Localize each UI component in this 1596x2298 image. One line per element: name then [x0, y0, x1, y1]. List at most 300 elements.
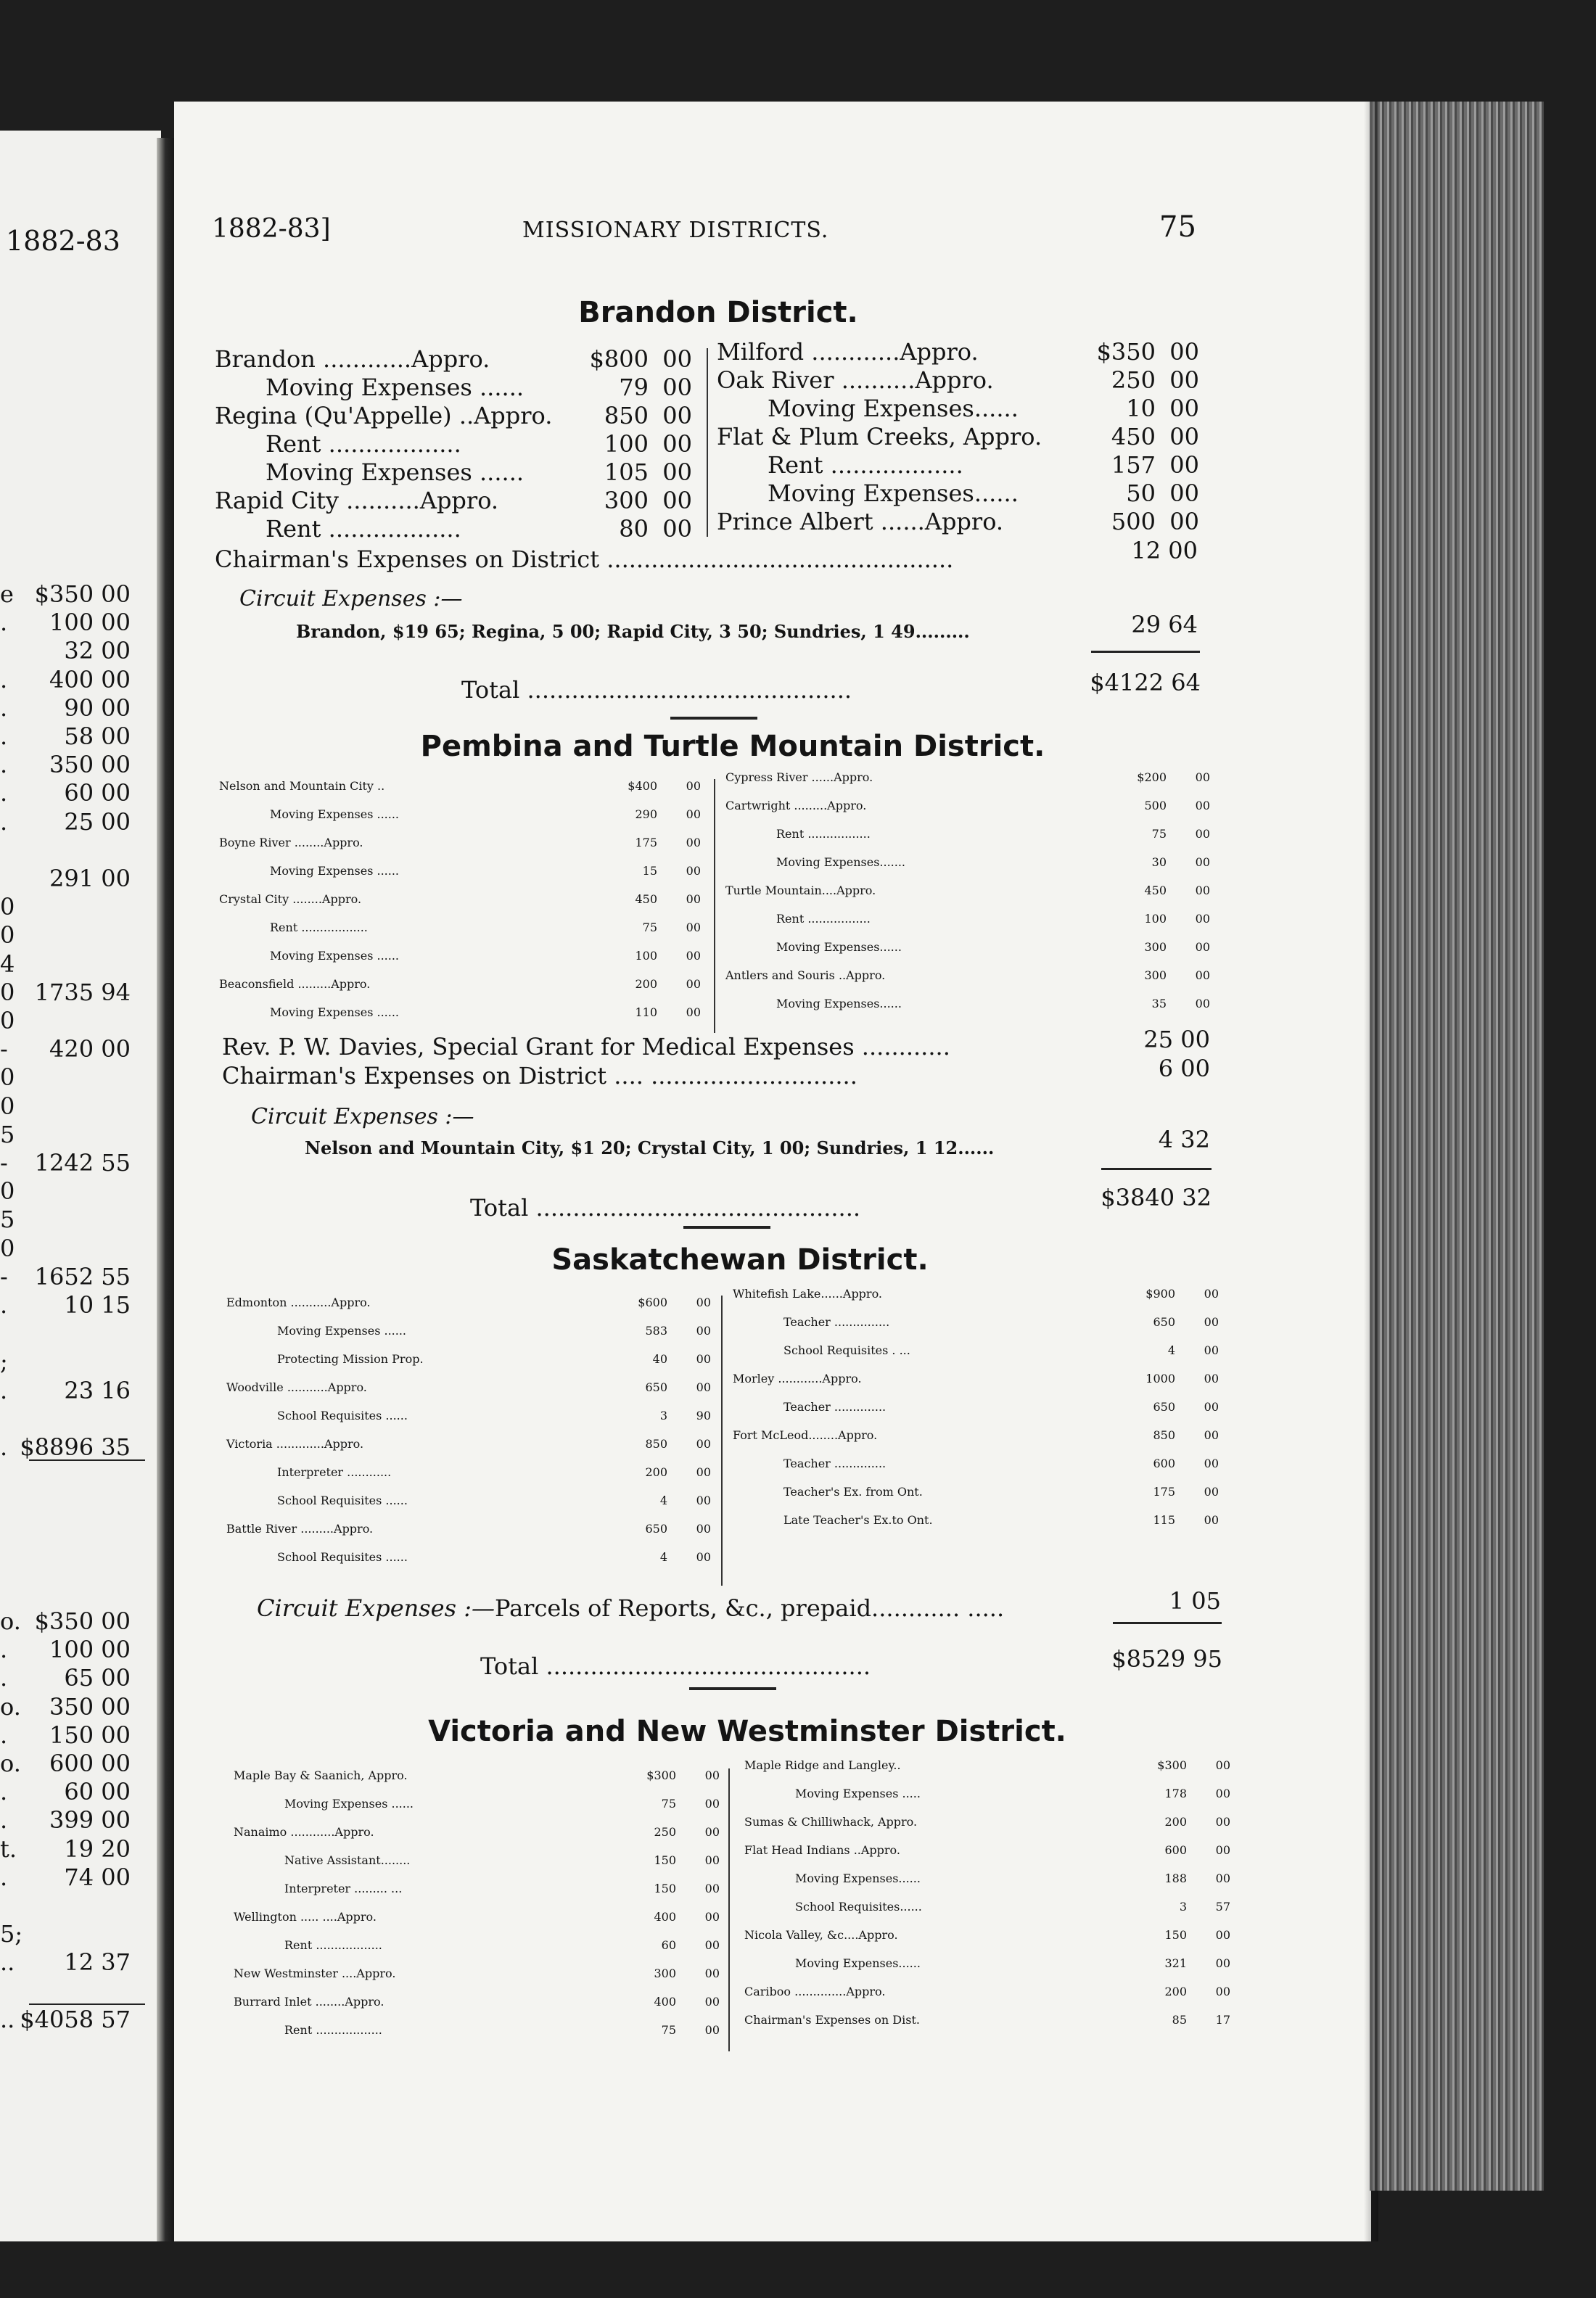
- entry-cents: 00: [686, 949, 701, 963]
- entry-amount: [1152, 997, 1210, 1010]
- left-page-line: [0, 609, 161, 637]
- left-page-amount: 74 00: [64, 1863, 131, 1891]
- entry-dollars: 150: [1164, 1928, 1187, 1942]
- entry-label: Moving Expenses......: [795, 1956, 921, 1970]
- left-page-mark: .: [0, 1863, 8, 1891]
- entry-cents: 00: [704, 1967, 720, 1980]
- left-page-line: [0, 1235, 161, 1263]
- entry-label: Protecting Mission Prop.: [277, 1352, 424, 1366]
- entry-amount: [662, 1797, 720, 1811]
- left-page-amount: 32 00: [64, 637, 131, 665]
- entry-dollars: 3: [1179, 1900, 1187, 1914]
- entry-cents: 00: [662, 515, 692, 543]
- pembina-circuit-detail: Nelson and Mountain City, $1 20; Crystal City, 1 00; Sundries, 1 12......: [305, 1137, 995, 1158]
- entry-dollars: 105: [604, 458, 649, 486]
- entry-row: [234, 1910, 720, 1938]
- entry-row: [215, 345, 692, 374]
- entry-row: [226, 1324, 711, 1352]
- left-page-mark: 5: [0, 1206, 15, 1234]
- entry-row: [733, 1343, 1219, 1372]
- entry-row: [725, 827, 1210, 855]
- running-head-year: 1882-83]: [212, 214, 331, 244]
- entry-row: [744, 1985, 1230, 2013]
- entry-label: Moving Expenses......: [776, 940, 902, 954]
- left-page-mark: .: [0, 1636, 8, 1664]
- entry-cents: 00: [1215, 1787, 1230, 1800]
- left-page-line: [0, 1149, 161, 1177]
- entry-row: [733, 1428, 1219, 1457]
- entry-row: [234, 1797, 720, 1825]
- entry-cents: 00: [686, 864, 701, 878]
- entry-amount: [653, 1352, 711, 1366]
- running-head-title: MISSIONARY DISTRICTS.: [522, 218, 829, 243]
- entry-cents: 00: [1215, 1928, 1230, 1942]
- entry-cents: 00: [696, 1465, 711, 1479]
- entry-cents: 00: [1169, 395, 1199, 422]
- left-page-mark: -: [0, 1035, 8, 1063]
- entry-label: Moving Expenses ......: [284, 1797, 414, 1811]
- entry-amount: [1164, 1871, 1230, 1885]
- left-page-line: [0, 637, 161, 665]
- entry-cents: 00: [1215, 1815, 1230, 1829]
- entry-cents: 00: [1195, 968, 1210, 982]
- entry-dollars: 300: [654, 1967, 676, 1980]
- left-page-line: [0, 751, 161, 779]
- left-page-amount: 399 00: [49, 1806, 131, 1834]
- entry-row: [219, 977, 701, 1005]
- entry-label: Teacher ..............: [783, 1457, 887, 1470]
- entry-cents: 00: [696, 1324, 711, 1338]
- brandon-circuit-label: Circuit Expenses :—: [239, 586, 463, 611]
- entry-row: [725, 997, 1210, 1025]
- column-divider: [721, 1296, 723, 1586]
- left-page-line: [0, 1693, 161, 1721]
- left-page-mark: 0: [0, 1092, 15, 1120]
- left-page-amount: $8896 35: [20, 1433, 131, 1461]
- entry-row: [717, 479, 1199, 508]
- entry-cents: 00: [696, 1296, 711, 1309]
- entry-label: Rent .................: [776, 827, 871, 841]
- entry-cents: 00: [704, 1882, 720, 1895]
- entry-row: [733, 1400, 1219, 1428]
- entry-label: Nelson and Mountain City ..: [219, 779, 385, 793]
- entry-cents: 00: [1169, 366, 1199, 394]
- column-divider: [714, 779, 715, 1033]
- left-page-amount: 600 00: [49, 1750, 131, 1777]
- left-page-line: [0, 1405, 161, 1433]
- left-page-amount: 291 00: [49, 865, 131, 892]
- entry-row: [733, 1287, 1219, 1315]
- entry-label: Moving Expenses......: [768, 395, 1019, 422]
- entry-row: [215, 487, 692, 515]
- entry-dollars: 200: [1164, 1985, 1187, 1998]
- entry-cents: 00: [1195, 827, 1210, 841]
- pembina-chairman-line: Chairman's Expenses on District .... ............................: [222, 1062, 857, 1090]
- entry-cents: 00: [696, 1550, 711, 1564]
- saskatchewan-circuit-label: Circuit Expenses :—: [257, 1594, 495, 1622]
- left-page-amount: 150 00: [49, 1721, 131, 1749]
- left-page-line: [0, 1636, 161, 1664]
- entry-cents: 00: [1169, 423, 1199, 450]
- entry-row: [744, 1815, 1230, 1843]
- entry-label: Interpreter ............: [277, 1465, 392, 1479]
- left-page-rule: [29, 2003, 145, 2005]
- brandon-chairman-amount: 12 00: [1131, 537, 1198, 564]
- left-page-mark: .: [0, 779, 8, 807]
- entry-label: New Westminster ....Appro.: [234, 1967, 396, 1980]
- entry-amount: [1145, 1287, 1219, 1301]
- entry-cents: 00: [1195, 912, 1210, 926]
- entry-amount: [646, 1768, 720, 1782]
- entry-cents: 00: [1204, 1400, 1219, 1414]
- entry-dollars: 200: [1164, 1815, 1187, 1829]
- section-divider: [683, 1226, 770, 1229]
- entry-label: Moving Expenses......: [776, 997, 902, 1010]
- entry-row: [226, 1465, 711, 1494]
- entry-label: Fort McLeod........Appro.: [733, 1428, 878, 1442]
- left-page-line: [0, 1121, 161, 1149]
- entry-dollars: $200: [1137, 770, 1167, 784]
- entry-label: Moving Expenses ......: [270, 807, 400, 821]
- entry-amount: [1144, 968, 1210, 982]
- entry-cents: 00: [686, 892, 701, 906]
- left-page-mark: .: [0, 693, 8, 722]
- entry-label: Prince Albert ......Appro.: [717, 508, 1004, 535]
- entry-amount: [635, 836, 701, 849]
- entry-amount: [654, 1995, 720, 2009]
- left-page-mark: e: [0, 580, 14, 608]
- entry-dollars: 250: [654, 1825, 676, 1839]
- entry-amount: [1164, 1985, 1230, 1998]
- entry-cents: 00: [696, 1437, 711, 1451]
- entry-label: Beaconsfield .........Appro.: [219, 977, 371, 991]
- entry-label: Rent ..................: [284, 1938, 382, 1952]
- entry-amount: [643, 864, 701, 878]
- section-divider: [689, 1687, 776, 1690]
- entry-cents: 00: [704, 1797, 720, 1811]
- entry-row: [226, 1380, 711, 1409]
- entry-label: Nicola Valley, &c....Appro.: [744, 1928, 898, 1942]
- entry-dollars: 650: [1153, 1400, 1175, 1414]
- entry-amount: [645, 1324, 711, 1338]
- entry-row: [234, 1825, 720, 1853]
- entry-row: [215, 374, 692, 402]
- left-page-mark: .: [0, 1778, 8, 1806]
- entry-dollars: 150: [654, 1853, 676, 1867]
- entry-amount: [1152, 827, 1210, 841]
- entry-amount: [643, 921, 701, 934]
- left-page-line: [0, 1007, 161, 1035]
- entry-label: Boyne River ........Appro.: [219, 836, 363, 849]
- entry-amount: [1144, 940, 1210, 954]
- left-page-mark: .: [0, 1291, 8, 1319]
- entry-cents: 00: [1204, 1485, 1219, 1499]
- entry-dollars: 400: [654, 1910, 676, 1924]
- entry-row: [219, 807, 701, 836]
- saskatchewan-circuit-amount: 1 05: [1169, 1587, 1221, 1615]
- entry-cents: 00: [704, 1995, 720, 2009]
- left-page-line: [0, 1348, 161, 1376]
- entry-label: Teacher ...............: [783, 1315, 890, 1329]
- entry-label: Victoria .............Appro.: [226, 1437, 364, 1451]
- entry-label: Moving Expenses......: [795, 1871, 921, 1885]
- entry-amount: [645, 1522, 711, 1536]
- entry-dollars: 15: [642, 864, 657, 878]
- entry-cents: 00: [1195, 997, 1210, 1010]
- left-page-mark: o.: [0, 1607, 21, 1635]
- left-page-line: [0, 1664, 161, 1692]
- left-page-amount: 420 00: [49, 1035, 131, 1063]
- entry-cents: 00: [704, 1825, 720, 1839]
- entry-cents: 00: [1215, 1985, 1230, 1998]
- saskatchewan-total-amount: $8529 95: [1111, 1645, 1222, 1673]
- left-page-mark: ;: [0, 1348, 8, 1376]
- left-page-line: [0, 1607, 161, 1636]
- pembina-davies-amount: 25 00: [1143, 1026, 1210, 1053]
- entry-label: Morley ............Appro.: [733, 1372, 862, 1385]
- entry-amount: [635, 1005, 701, 1019]
- entry-amount: [1152, 855, 1210, 869]
- entry-label: Antlers and Souris ..Appro.: [725, 968, 886, 982]
- saskatchewan-circuit-line: [257, 1594, 1004, 1622]
- entry-cents: 00: [1195, 940, 1210, 954]
- entry-cents: 57: [1215, 1900, 1230, 1914]
- entry-cents: 00: [704, 1910, 720, 1924]
- column-divider: [707, 348, 708, 537]
- left-page-amount: 58 00: [64, 722, 131, 750]
- entry-dollars: 321: [1164, 1956, 1187, 1970]
- entry-label: Rent ..................: [284, 2023, 382, 2037]
- entry-amount: [1097, 338, 1199, 366]
- entry-dollars: 500: [1144, 799, 1167, 812]
- entry-label: Sumas & Chilliwhack, Appro.: [744, 1815, 918, 1829]
- left-page-header: 1882-83: [6, 225, 120, 257]
- entry-dollars: 175: [635, 836, 657, 849]
- entry-dollars: 650: [645, 1522, 667, 1536]
- left-page-line: [0, 1177, 161, 1206]
- entry-amount: [635, 949, 701, 963]
- entry-row: [234, 2023, 720, 2051]
- left-page-mark: 5: [0, 1120, 15, 1148]
- brandon-circuit-amount: 29 64: [1131, 611, 1198, 638]
- entry-dollars: 79: [619, 374, 649, 401]
- entry-label: Moving Expenses ......: [266, 374, 525, 401]
- entry-cents: 00: [1195, 855, 1210, 869]
- entry-dollars: 600: [1164, 1843, 1187, 1857]
- entry-row: [226, 1352, 711, 1380]
- left-page-mark: 0: [0, 893, 15, 921]
- entry-cents: 00: [662, 402, 692, 429]
- entry-row: [733, 1372, 1219, 1400]
- left-page-amount: 25 00: [64, 807, 131, 836]
- section-title-brandon: Brandon District.: [578, 296, 858, 329]
- left-page-mark: .: [0, 722, 8, 750]
- left-page-amount: 1242 55: [34, 1149, 131, 1177]
- entry-dollars: 115: [1153, 1513, 1175, 1527]
- pembina-circuit-amount: 4 32: [1158, 1126, 1210, 1153]
- left-page-line: [0, 1263, 161, 1291]
- left-page-mark: 0: [0, 1063, 15, 1092]
- entry-label: Nanaimo ............Appro.: [234, 1825, 374, 1839]
- entry-label: Moving Expenses ......: [270, 1005, 400, 1019]
- left-page-line: [0, 1092, 161, 1121]
- pembina-chairman-amount: 6 00: [1158, 1055, 1210, 1082]
- entry-amount: [1164, 1787, 1230, 1800]
- entry-dollars: 850: [645, 1437, 667, 1451]
- brandon-total-label: Total ............................................: [461, 676, 852, 704]
- entry-label: Teacher's Ex. from Ont.: [783, 1485, 923, 1499]
- entry-cents: 00: [686, 921, 701, 934]
- entry-row: [744, 1956, 1230, 1985]
- entry-amount: [1144, 912, 1210, 926]
- entry-dollars: 100: [1144, 912, 1167, 926]
- entry-label: Rent ..................: [270, 921, 368, 934]
- entry-row: [215, 515, 692, 543]
- entry-cents: 00: [1204, 1343, 1219, 1357]
- entry-row: [717, 508, 1199, 536]
- entry-row: [219, 1005, 701, 1034]
- entry-amount: [660, 1550, 711, 1564]
- entry-cents: 00: [1215, 1758, 1230, 1772]
- left-page-mark: 5;: [0, 1920, 23, 1948]
- pembina-circuit-label: Circuit Expenses :—: [251, 1104, 474, 1129]
- entry-dollars: 100: [635, 949, 657, 963]
- entry-amount: [1126, 395, 1199, 422]
- entry-row: [725, 770, 1210, 799]
- entry-dollars: $600: [638, 1296, 667, 1309]
- entry-dollars: 100: [604, 430, 649, 458]
- entry-dollars: 450: [1111, 423, 1156, 450]
- entry-dollars: 150: [654, 1882, 676, 1895]
- entry-label: Cariboo ..............Appro.: [744, 1985, 886, 1998]
- brandon-total-amount: $4122 64: [1090, 669, 1201, 696]
- entry-label: Interpreter ......... ...: [284, 1882, 403, 1895]
- entry-row: [725, 912, 1210, 940]
- left-page-amount: 60 00: [64, 1778, 131, 1806]
- entry-dollars: 10: [1126, 395, 1156, 422]
- left-page-amount: 350 00: [49, 1692, 131, 1721]
- brandon-total-rule: [1091, 651, 1200, 653]
- entry-cents: 00: [1195, 884, 1210, 897]
- left-page-line: [0, 1377, 161, 1405]
- entry-cents: 00: [704, 1768, 720, 1782]
- left-page-line: [0, 1206, 161, 1234]
- section-divider: [670, 717, 757, 720]
- entry-dollars: 250: [1111, 366, 1156, 394]
- brandon-circuit-detail: Brandon, $19 65; Regina, 5 00; Rapid City, 3 50; Sundries, 1 49.........: [296, 621, 970, 642]
- entry-label: Moving Expenses ......: [270, 864, 400, 878]
- entry-dollars: 300: [1144, 940, 1167, 954]
- entry-row: [733, 1315, 1219, 1343]
- entry-dollars: 188: [1164, 1871, 1187, 1885]
- entry-row: [744, 1900, 1230, 1928]
- left-page-line: [0, 865, 161, 893]
- left-page-line: [0, 1948, 161, 1977]
- entry-cents: 00: [1204, 1315, 1219, 1329]
- entry-row: [226, 1409, 711, 1437]
- entry-label: School Requisites ......: [277, 1409, 408, 1422]
- left-page-line: [0, 1063, 161, 1092]
- saskatchewan-total-label: Total ............................................: [480, 1652, 871, 1680]
- entry-dollars: 4: [1167, 1343, 1175, 1357]
- left-page-line: [0, 1892, 161, 1920]
- entry-label: Whitefish Lake......Appro.: [733, 1287, 883, 1301]
- entry-cents: 00: [1204, 1372, 1219, 1385]
- entry-label: Rapid City ..........Appro.: [215, 487, 499, 514]
- entry-amount: [590, 345, 692, 373]
- left-page-mark: .: [0, 1806, 8, 1834]
- entry-row: [219, 864, 701, 892]
- entry-amount: [1145, 1372, 1219, 1385]
- left-page-mark: .: [0, 807, 8, 836]
- entry-row: [733, 1513, 1219, 1541]
- left-page-line: [0, 666, 161, 694]
- entry-label: Rent ..................: [266, 430, 461, 458]
- pembina-total-amount: $3840 32: [1101, 1184, 1212, 1211]
- entry-amount: [1157, 1758, 1230, 1772]
- entry-cents: 00: [696, 1494, 711, 1507]
- left-page-line: [0, 808, 161, 836]
- entry-dollars: 300: [1144, 968, 1167, 982]
- saskatchewan-total-rule: [1113, 1622, 1222, 1624]
- entry-dollars: 157: [1111, 451, 1156, 479]
- entry-dollars: 850: [604, 402, 649, 429]
- entry-amount: [638, 1296, 711, 1309]
- entry-label: Rent ..................: [768, 451, 963, 479]
- entry-cents: 00: [686, 807, 701, 821]
- entry-dollars: 300: [604, 487, 649, 514]
- left-page-mark: t.: [0, 1834, 17, 1863]
- entry-dollars: 175: [1153, 1485, 1175, 1499]
- entry-label: Regina (Qu'Appelle) ..Appro.: [215, 402, 553, 429]
- left-page-amount: 19 20: [64, 1834, 131, 1863]
- entry-amount: [635, 807, 701, 821]
- entry-dollars: 85: [1172, 2013, 1187, 2027]
- entry-cents: 00: [662, 430, 692, 458]
- entry-label: Turtle Mountain....Appro.: [725, 884, 876, 897]
- entry-cents: 00: [1169, 451, 1199, 479]
- brandon-chairman-line: Chairman's Expenses on District ...............................................: [215, 545, 954, 573]
- entry-label: Teacher ..............: [783, 1400, 887, 1414]
- left-page-amount: $350 00: [34, 580, 131, 608]
- entry-row: [219, 779, 701, 807]
- entry-label: Flat Head Indians ..Appro.: [744, 1843, 900, 1857]
- entry-dollars: 50: [1126, 479, 1156, 507]
- entry-dollars: 75: [1151, 827, 1167, 841]
- left-page-amount: 100 00: [49, 609, 131, 637]
- entry-label: School Requisites ......: [277, 1550, 408, 1564]
- left-page-line: [0, 1319, 161, 1348]
- left-page-line: [0, 1863, 161, 1892]
- entry-amount: [604, 458, 692, 486]
- entry-label: Cartwright .........Appro.: [725, 799, 867, 812]
- entry-row: [219, 949, 701, 977]
- left-page-mark: .: [0, 609, 8, 637]
- entry-row: [226, 1522, 711, 1550]
- entry-cents: 00: [696, 1352, 711, 1366]
- left-page-line: [0, 779, 161, 807]
- entry-amount: [1164, 1843, 1230, 1857]
- entry-label: Crystal City ........Appro.: [219, 892, 362, 906]
- entry-cents: 00: [1204, 1287, 1219, 1301]
- left-page-mark: 0: [0, 921, 15, 950]
- entry-cents: 00: [686, 977, 701, 991]
- left-page-mark: 0: [0, 1007, 15, 1034]
- entry-row: [215, 430, 692, 458]
- entry-amount: [654, 1910, 720, 1924]
- entry-row: [234, 1853, 720, 1882]
- left-page-amount: 1735 94: [34, 978, 131, 1006]
